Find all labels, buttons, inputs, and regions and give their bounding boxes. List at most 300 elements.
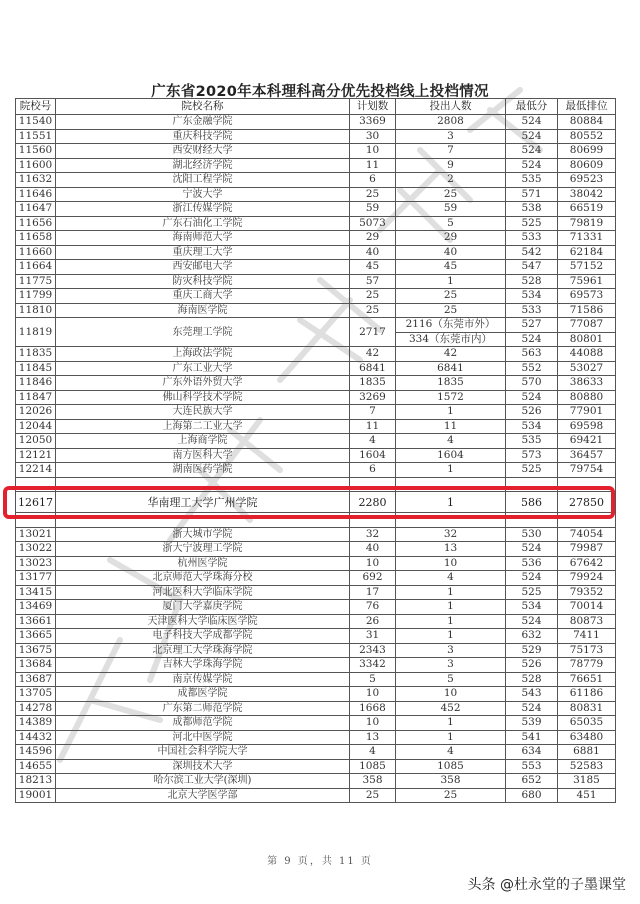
cell-name: 南方医科大学 — [56, 448, 350, 463]
cell-admitted: 3 — [396, 643, 506, 658]
cell-min-score: 530 — [506, 527, 558, 542]
cell-admitted: 334（东莞市内） — [396, 332, 506, 347]
cell-min-score: 680 — [506, 788, 558, 803]
cell-plan: 2343 — [350, 643, 396, 658]
cell-code: 13705 — [16, 687, 56, 702]
cell-min-rank: 7411 — [558, 629, 616, 644]
cell-admitted: 1 — [396, 492, 506, 513]
table-row — [16, 672, 616, 687]
table-row — [16, 643, 616, 658]
cell-plan: 76 — [350, 600, 396, 615]
highlighted-row — [16, 492, 616, 513]
col-min-score: 最低分 — [506, 99, 558, 115]
cell-min-score: 525 — [506, 585, 558, 600]
cell-min-score: 528 — [506, 274, 558, 289]
cell-name: 华南理工大学广州学院 — [56, 492, 350, 513]
cell-min-rank: 36457 — [558, 448, 616, 463]
cell-min-rank: 74054 — [558, 527, 616, 542]
table-row — [16, 376, 616, 391]
cell-min-rank: 69421 — [558, 434, 616, 449]
cell-plan — [350, 513, 396, 528]
cell-min-score: 535 — [506, 434, 558, 449]
cell-code: 13687 — [16, 672, 56, 687]
cell-min-score: 535 — [506, 173, 558, 188]
cell-name: 西安邮电大学 — [56, 260, 350, 275]
cell-min-rank: 76651 — [558, 672, 616, 687]
cell-min-rank: 69598 — [558, 419, 616, 434]
cell-admitted: 11 — [396, 419, 506, 434]
cell-plan: 10 — [350, 687, 396, 702]
cell-admitted: 1 — [396, 730, 506, 745]
cell-plan: 42 — [350, 347, 396, 362]
cell-code: 13469 — [16, 600, 56, 615]
cell-name: 广东第二师范学院 — [56, 701, 350, 716]
cell-admitted: 25 — [396, 289, 506, 304]
table-row — [16, 788, 616, 803]
cell-admitted: 3 — [396, 658, 506, 673]
cell-code: 13023 — [16, 556, 56, 571]
cell-admitted: 5 — [396, 216, 506, 231]
cell-code: 14432 — [16, 730, 56, 745]
cell-plan: 11 — [350, 419, 396, 434]
cell-min-rank: 80873 — [558, 614, 616, 629]
cell-min-rank: 67642 — [558, 556, 616, 571]
col-min-rank: 最低排位 — [558, 99, 616, 115]
cell-min-score: 586 — [506, 492, 558, 513]
table-row — [16, 571, 616, 586]
cell-name: 天津医科大学临床医学院 — [56, 614, 350, 629]
cell-min-score: 525 — [506, 216, 558, 231]
cell-admitted: 1085 — [396, 759, 506, 774]
cell-admitted: 452 — [396, 701, 506, 716]
cell-code: 13661 — [16, 614, 56, 629]
cell-min-rank: 77087 — [558, 318, 616, 333]
cell-plan: 10 — [350, 716, 396, 731]
table-row — [16, 629, 616, 644]
cell-name: 电子科技大学成都学院 — [56, 629, 350, 644]
source-credit: 头条 @杜永堂的子墨课堂 — [467, 877, 626, 893]
cell-code: 18213 — [16, 774, 56, 789]
cell-plan: 26 — [350, 614, 396, 629]
table-row — [16, 129, 616, 144]
cell-name: 杭州医学院 — [56, 556, 350, 571]
cell-name: 浙大城市学院 — [56, 527, 350, 542]
cell-plan: 7 — [350, 405, 396, 420]
cell-min-score: 552 — [506, 361, 558, 376]
table-row — [16, 390, 616, 405]
cell-code: 11632 — [16, 173, 56, 188]
cell-plan: 5073 — [350, 216, 396, 231]
cell-code: 11847 — [16, 390, 56, 405]
cell-name: 广东金融学院 — [56, 115, 350, 130]
cell-admitted: 9 — [396, 158, 506, 173]
cell-plan: 40 — [350, 245, 396, 260]
cell-name: 重庆理工大学 — [56, 245, 350, 260]
cell-min-score: 534 — [506, 419, 558, 434]
cell-plan: 358 — [350, 774, 396, 789]
cell-min-rank: 44088 — [558, 347, 616, 362]
cell-name: 防灾科技学院 — [56, 274, 350, 289]
table-row — [16, 513, 616, 528]
table-row — [16, 216, 616, 231]
cell-min-score: 529 — [506, 643, 558, 658]
table-row — [16, 187, 616, 202]
cell-admitted: 25 — [396, 187, 506, 202]
cell-admitted: 4 — [396, 571, 506, 586]
table-row — [16, 231, 616, 246]
cell-code: 13675 — [16, 643, 56, 658]
cell-name — [56, 477, 350, 492]
cell-code: 11810 — [16, 303, 56, 318]
cell-code: 13684 — [16, 658, 56, 673]
cell-code: 11845 — [16, 361, 56, 376]
cell-code: 11799 — [16, 289, 56, 304]
cell-min-score: 524 — [506, 701, 558, 716]
cell-min-rank: 79819 — [558, 216, 616, 231]
table-row — [16, 759, 616, 774]
cell-min-rank: 69523 — [558, 173, 616, 188]
page-number: 第 9 页，共 11 页 — [267, 856, 373, 867]
cell-min-score: 536 — [506, 556, 558, 571]
cell-code: 14389 — [16, 716, 56, 731]
cell-name: 北京大学医学部 — [56, 788, 350, 803]
cell-code: 11600 — [16, 158, 56, 173]
cell-min-score: 524 — [506, 390, 558, 405]
cell-plan: 17 — [350, 585, 396, 600]
cell-code: 12214 — [16, 463, 56, 478]
cell-min-score: 563 — [506, 347, 558, 362]
cell-min-rank: 79352 — [558, 585, 616, 600]
table-row — [16, 701, 616, 716]
cell-min-score: 524 — [506, 115, 558, 130]
cell-name: 成都医学院 — [56, 687, 350, 702]
cell-plan: 4 — [350, 745, 396, 760]
cell-min-rank — [558, 513, 616, 528]
cell-min-rank: 27850 — [558, 492, 616, 513]
cell-plan: 11 — [350, 158, 396, 173]
cell-min-rank: 80831 — [558, 701, 616, 716]
cell-plan: 2717 — [350, 318, 396, 347]
cell-plan: 1835 — [350, 376, 396, 391]
cell-min-rank: 53027 — [558, 361, 616, 376]
cell-plan: 6 — [350, 173, 396, 188]
cell-name: 北京师范大学珠海分校 — [56, 571, 350, 586]
cell-admitted: 10 — [396, 687, 506, 702]
cell-min-score: 571 — [506, 187, 558, 202]
cell-name: 海南医学院 — [56, 303, 350, 318]
table-row — [16, 527, 616, 542]
table-row — [16, 658, 616, 673]
table-row — [16, 585, 616, 600]
table-row — [16, 173, 616, 188]
cell-plan: 45 — [350, 260, 396, 275]
cell-admitted: 40 — [396, 245, 506, 260]
cell-min-rank: 71331 — [558, 231, 616, 246]
table-row — [16, 202, 616, 217]
table-row — [16, 774, 616, 789]
cell-name: 中国社会科学院大学 — [56, 745, 350, 760]
cell-min-rank: 69573 — [558, 289, 616, 304]
cell-plan — [350, 477, 396, 492]
cell-plan: 2280 — [350, 492, 396, 513]
cell-min-rank: 70014 — [558, 600, 616, 615]
table-row — [16, 434, 616, 449]
cell-min-rank: 80801 — [558, 332, 616, 347]
cell-admitted: 42 — [396, 347, 506, 362]
cell-min-rank: 6881 — [558, 745, 616, 760]
table-row — [16, 600, 616, 615]
cell-min-score: 524 — [506, 571, 558, 586]
cell-min-rank: 52583 — [558, 759, 616, 774]
cell-code: 12044 — [16, 419, 56, 434]
cell-code: 11560 — [16, 144, 56, 159]
col-admitted: 投出人数 — [396, 99, 506, 115]
cell-code: 12121 — [16, 448, 56, 463]
cell-plan: 30 — [350, 129, 396, 144]
cell-code: 12026 — [16, 405, 56, 420]
cell-min-score — [506, 513, 558, 528]
cell-name: 厦门大学嘉庚学院 — [56, 600, 350, 615]
cell-admitted: 1 — [396, 463, 506, 478]
cell-code: 11775 — [16, 274, 56, 289]
table-row — [16, 716, 616, 731]
table-row — [16, 477, 616, 492]
cell-plan: 25 — [350, 289, 396, 304]
cell-plan: 25 — [350, 187, 396, 202]
cell-admitted: 13 — [396, 542, 506, 557]
cell-min-score: 524 — [506, 158, 558, 173]
cell-min-score: 542 — [506, 245, 558, 260]
table-row — [16, 115, 616, 130]
cell-min-score: 524 — [506, 542, 558, 557]
cell-code: 11647 — [16, 202, 56, 217]
cell-plan: 25 — [350, 303, 396, 318]
cell-code: 11646 — [16, 187, 56, 202]
cell-name: 上海政法学院 — [56, 347, 350, 362]
cell-min-score: 538 — [506, 202, 558, 217]
cell-plan: 6 — [350, 463, 396, 478]
cell-name: 北京理工大学珠海学院 — [56, 643, 350, 658]
table-row — [16, 361, 616, 376]
cell-admitted: 1 — [396, 716, 506, 731]
cell-min-score: 524 — [506, 129, 558, 144]
cell-name: 湖北经济学院 — [56, 158, 350, 173]
table-row — [16, 463, 616, 478]
cell-min-score: 524 — [506, 144, 558, 159]
cell-min-rank: 451 — [558, 788, 616, 803]
cell-name: 海南师范大学 — [56, 231, 350, 246]
cell-code: 12617 — [16, 492, 56, 513]
table-row — [16, 347, 616, 362]
cell-admitted: 6841 — [396, 361, 506, 376]
cell-admitted: 1 — [396, 274, 506, 289]
cell-admitted: 3 — [396, 129, 506, 144]
cell-code: 14655 — [16, 759, 56, 774]
cell-plan: 692 — [350, 571, 396, 586]
cell-admitted: 5 — [396, 672, 506, 687]
table-header — [16, 99, 616, 115]
table-row — [16, 730, 616, 745]
cell-min-score: 526 — [506, 405, 558, 420]
cell-code: 12050 — [16, 434, 56, 449]
cell-code: 13415 — [16, 585, 56, 600]
cell-admitted: 25 — [396, 303, 506, 318]
table-row — [16, 542, 616, 557]
cell-code: 11656 — [16, 216, 56, 231]
cell-plan: 40 — [350, 542, 396, 557]
cell-min-score: 539 — [506, 716, 558, 731]
cell-min-rank: 80884 — [558, 115, 616, 130]
cell-admitted: 1 — [396, 600, 506, 615]
table-row — [16, 303, 616, 318]
cell-min-rank: 80552 — [558, 129, 616, 144]
cell-name: 南京传媒学院 — [56, 672, 350, 687]
cell-code: 13021 — [16, 527, 56, 542]
table-row — [16, 158, 616, 173]
cell-min-score: 526 — [506, 658, 558, 673]
cell-admitted: 1835 — [396, 376, 506, 391]
cell-plan: 1604 — [350, 448, 396, 463]
cell-min-score: 528 — [506, 672, 558, 687]
cell-min-score: 573 — [506, 448, 558, 463]
cell-name: 广东石油化工学院 — [56, 216, 350, 231]
cell-code: 14596 — [16, 745, 56, 760]
cell-admitted: 29 — [396, 231, 506, 246]
cell-plan: 3342 — [350, 658, 396, 673]
cell-min-score: 533 — [506, 303, 558, 318]
cell-plan: 3269 — [350, 390, 396, 405]
table-row — [16, 614, 616, 629]
cell-min-score: 553 — [506, 759, 558, 774]
cell-plan: 32 — [350, 527, 396, 542]
cell-plan: 1668 — [350, 701, 396, 716]
admission-table — [15, 98, 616, 803]
cell-code — [16, 477, 56, 492]
cell-min-score: 634 — [506, 745, 558, 760]
cell-admitted: 1 — [396, 405, 506, 420]
cell-min-rank: 80699 — [558, 144, 616, 159]
document-title: 广东省2020年本科理科高分优先投档线上投档情况 — [151, 84, 489, 100]
cell-name: 浙大宁波理工学院 — [56, 542, 350, 557]
cell-code — [16, 513, 56, 528]
cell-min-score: 524 — [506, 614, 558, 629]
cell-code: 11540 — [16, 115, 56, 130]
cell-min-score — [506, 477, 558, 492]
cell-plan: 13 — [350, 730, 396, 745]
cell-min-rank: 80880 — [558, 390, 616, 405]
cell-name: 广东工业大学 — [56, 361, 350, 376]
cell-admitted: 1 — [396, 614, 506, 629]
cell-admitted: 10 — [396, 556, 506, 571]
cell-min-rank: 79924 — [558, 571, 616, 586]
cell-admitted: 1 — [396, 585, 506, 600]
table-row — [16, 405, 616, 420]
cell-name: 成都师范学院 — [56, 716, 350, 731]
cell-plan: 25 — [350, 788, 396, 803]
cell-admitted: 32 — [396, 527, 506, 542]
cell-code: 11664 — [16, 260, 56, 275]
cell-min-rank: 65035 — [558, 716, 616, 731]
cell-min-score: 632 — [506, 629, 558, 644]
cell-min-score: 533 — [506, 231, 558, 246]
cell-min-rank: 71586 — [558, 303, 616, 318]
cell-min-rank: 79987 — [558, 542, 616, 557]
cell-name: 重庆工商大学 — [56, 289, 350, 304]
table-row — [16, 419, 616, 434]
cell-name: 河北中医学院 — [56, 730, 350, 745]
cell-min-score: 652 — [506, 774, 558, 789]
table-row — [16, 274, 616, 289]
cell-name: 宁波大学 — [56, 187, 350, 202]
cell-admitted: 2 — [396, 173, 506, 188]
col-code: 院校号 — [16, 99, 56, 115]
cell-plan: 31 — [350, 629, 396, 644]
cell-code: 13665 — [16, 629, 56, 644]
col-plan: 计划数 — [350, 99, 396, 115]
cell-admitted: 1 — [396, 629, 506, 644]
cell-admitted: 59 — [396, 202, 506, 217]
cell-plan: 4 — [350, 434, 396, 449]
table-row — [16, 687, 616, 702]
cell-min-score: 524 — [506, 332, 558, 347]
cell-min-rank: 75961 — [558, 274, 616, 289]
cell-plan: 10 — [350, 556, 396, 571]
cell-plan: 10 — [350, 144, 396, 159]
cell-code: 11660 — [16, 245, 56, 260]
cell-name: 吉林大学珠海学院 — [56, 658, 350, 673]
cell-min-score: 525 — [506, 463, 558, 478]
cell-min-score: 534 — [506, 600, 558, 615]
cell-admitted: 2116（东莞市外） — [396, 318, 506, 333]
table-row — [16, 318, 616, 333]
cell-min-rank: 3185 — [558, 774, 616, 789]
cell-min-rank: 61186 — [558, 687, 616, 702]
cell-plan: 29 — [350, 231, 396, 246]
cell-min-rank: 80609 — [558, 158, 616, 173]
cell-admitted: 7 — [396, 144, 506, 159]
cell-plan: 6841 — [350, 361, 396, 376]
cell-code: 11846 — [16, 376, 56, 391]
cell-min-score: 527 — [506, 318, 558, 333]
table-row — [16, 144, 616, 159]
cell-name: 浙江传媒学院 — [56, 202, 350, 217]
cell-admitted — [396, 513, 506, 528]
cell-admitted: 2808 — [396, 115, 506, 130]
cell-admitted: 1604 — [396, 448, 506, 463]
cell-plan: 3369 — [350, 115, 396, 130]
cell-min-rank: 63480 — [558, 730, 616, 745]
cell-min-rank: 38042 — [558, 187, 616, 202]
cell-name — [56, 513, 350, 528]
cell-plan: 5 — [350, 672, 396, 687]
cell-admitted: 358 — [396, 774, 506, 789]
cell-name: 佛山科学技术学院 — [56, 390, 350, 405]
table-row — [16, 260, 616, 275]
cell-name: 西安财经大学 — [56, 144, 350, 159]
cell-min-rank: 62184 — [558, 245, 616, 260]
cell-name: 重庆科技学院 — [56, 129, 350, 144]
cell-min-rank: 77901 — [558, 405, 616, 420]
cell-min-score: 570 — [506, 376, 558, 391]
cell-code: 19001 — [16, 788, 56, 803]
cell-admitted: 45 — [396, 260, 506, 275]
table-row — [16, 745, 616, 760]
cell-admitted: 4 — [396, 434, 506, 449]
cell-min-rank: 75173 — [558, 643, 616, 658]
cell-min-rank: 78779 — [558, 658, 616, 673]
table-row — [16, 448, 616, 463]
cell-name: 广东外语外贸大学 — [56, 376, 350, 391]
